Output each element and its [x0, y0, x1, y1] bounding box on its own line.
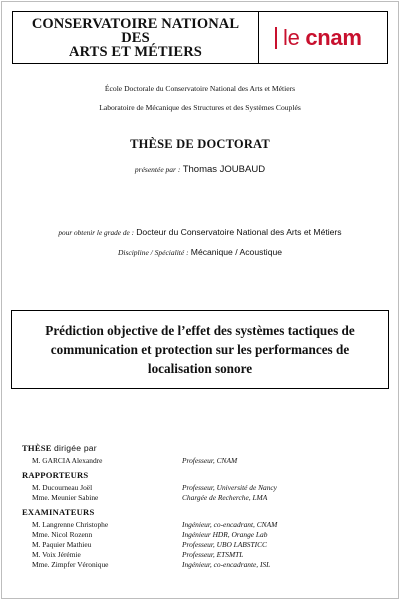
member-role: Professeur, UBO LABSTICC [182, 540, 267, 549]
member-name: M. Paquier Mathieu [32, 540, 92, 549]
grade-label: pour obtenir le grade de : [58, 228, 134, 237]
member-name: Mme. Zimpfer Véronique [32, 560, 109, 569]
member-role: Professeur, CNAM [182, 456, 238, 465]
thesis-title-box [11, 310, 389, 389]
member-role: Ingénieur HDR, Orange Lab [182, 530, 268, 539]
presented-by [0, 164, 400, 175]
reviewers-heading: RAPPORTEURS [22, 470, 89, 480]
institution-line-1: CONSERVATOIRE NATIONAL [31, 16, 240, 32]
institution-line-2: DES [121, 30, 150, 46]
member-role: Chargée de Recherche, LMA [182, 493, 268, 502]
logo-le: le [283, 25, 300, 50]
thesis-title: Prédiction objective de l’effet des systèmes tactiques de communication et protection sur les performances de localisation sonore [45, 323, 355, 376]
member-name: Mme. Meunier Sabine [32, 493, 99, 502]
logo-bar [275, 27, 277, 49]
grade-value: Docteur du Conservatoire National des Arts et Métiers [136, 227, 342, 237]
member-role: Professeur, Université de Nancy [182, 483, 277, 492]
author-name: Thomas JOUBAUD [182, 164, 266, 175]
logo-cnam: cnam [305, 25, 362, 50]
laboratory: Laboratoire de Mécanique des Structures et des Systèmes Couplés [99, 103, 301, 112]
examiners-heading: EXAMINATEURS [22, 507, 95, 517]
cnam-logo [275, 25, 362, 51]
discipline-label: Discipline / Spécialité : [117, 248, 189, 257]
grade [0, 227, 400, 237]
committee-row [22, 530, 392, 540]
discipline-value: Mécanique / Acoustique [190, 247, 283, 257]
committee-row [22, 520, 392, 530]
member-name: M. Voix Jérémie [32, 550, 81, 559]
direction-head: THÈSE [22, 443, 52, 453]
committee-row [22, 550, 392, 560]
doctoral-school: École Doctorale du Conservatoire National des Arts et Métiers [104, 84, 296, 93]
committee-row [22, 456, 392, 466]
member-name: Mme. Nicol Rozenn [32, 530, 93, 539]
member-name: M. Ducourneau Joël [32, 483, 93, 492]
member-name: M. GARCIA Alexandre [32, 456, 103, 465]
member-role: Ingénieur, co-encadrante, ISL [182, 560, 271, 569]
direction-heading [22, 443, 392, 453]
member-name: M. Langrenne Christophe [32, 520, 109, 529]
committee-row [22, 560, 392, 570]
header-box [12, 11, 388, 64]
discipline [0, 247, 400, 257]
member-role: Professeur, ETSMTL [182, 550, 244, 559]
presented-by-label: présentée par : [134, 165, 181, 174]
committee-row [22, 493, 392, 503]
institution-line-3: ARTS ET MÉTIERS [69, 44, 202, 60]
committee-row [22, 483, 392, 493]
committee [22, 443, 392, 570]
member-role: Ingénieur, co-encadrant, CNAM [182, 520, 278, 529]
committee-row [22, 540, 392, 550]
thesis-heading: THÈSE DE DOCTORAT [130, 137, 270, 151]
direction-sub: dirigée par [54, 443, 97, 453]
institution-name [13, 12, 259, 63]
